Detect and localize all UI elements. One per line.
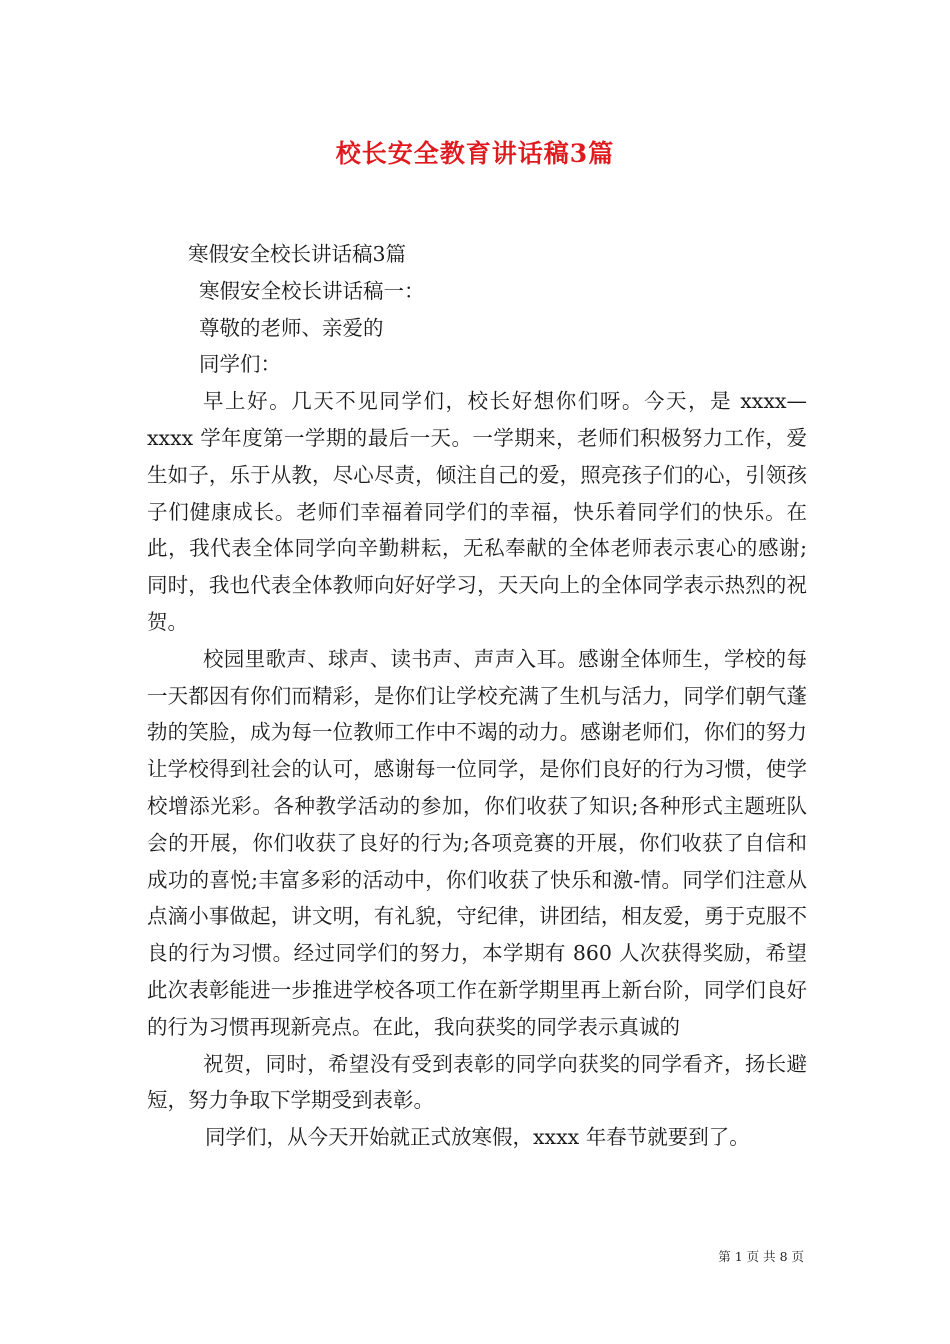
section-heading: 寒假安全校长讲话稿一： [199,278,425,303]
salutation-line-1: 尊敬的老师、亲爱的 [199,315,384,340]
paragraph-1: 早上好。几天不见同学们，校长好想你们呀。今天，是 xxxx—xxxx 学年度第一学期的最后一天。一学期来，老师们积极努力工作，爱生如子，乐于从教，尽心尽责，倾注自己的爱，照亮孩子们的心，引领孩子们健康成长。老师们幸福着同学们的幸福，快乐着同学们的快乐。在此，我代表全体同学向辛勤耕耘，无私奉献的全体老师表示衷心的感谢;同时，我也代表全体教师向好好学习，天天向上的全体同学表示热烈的祝贺。 [147,389,807,634]
salutation-line-2: 同学们： [199,352,281,377]
document-title: 校长安全教育讲话稿3篇 [335,139,615,168]
document-body [147,236,807,1156]
document-subtitle: 寒假安全校长讲话稿3篇 [188,242,407,266]
page-number: 第 1 页 共 8 页 [718,1249,804,1264]
paragraph-4: 同学们，从今天开始就正式放寒假，xxxx 年春节就要到了。 [205,1125,750,1150]
paragraph-2: 校园里歌声、球声、读书声、声声入耳。感谢全体师生，学校的每一天都因有你们而精彩，是你们让学校充满了生机与活力，同学们朝气蓬勃的笑脸，成为每一位教师工作中不竭的动力。感谢老师们，你们的努力让学校得到社会的认可，感谢每一位同学，是你们良好的行为习惯，使学校增添光彩。各种教学活动的参加，你们收获了知识;各种形式主题班队会的开展，你们收获了良好的行为;各项竞赛的开展，你们收获了自信和成功的喜悦;丰富多彩的活动中，你们收获了快乐和激-情。同学们注意从点滴小事做起，讲文明，有礼貌，守纪律，讲团结，相友爱，勇于克服不良的行为习惯。经过同学们的努力，本学期有 860 人次获得奖励，希望此次表彰能进一步推进学校各项工作在新学期里再上新台阶，同学们良好的行为习惯再现新亮点。在此，我向获奖的同学表示真诚的 [147,646,807,1039]
paragraph-3: 祝贺，同时，希望没有受到表彰的同学向获奖的同学看齐，扬长避短，努力争取下学期受到表彰。 [147,1051,807,1113]
